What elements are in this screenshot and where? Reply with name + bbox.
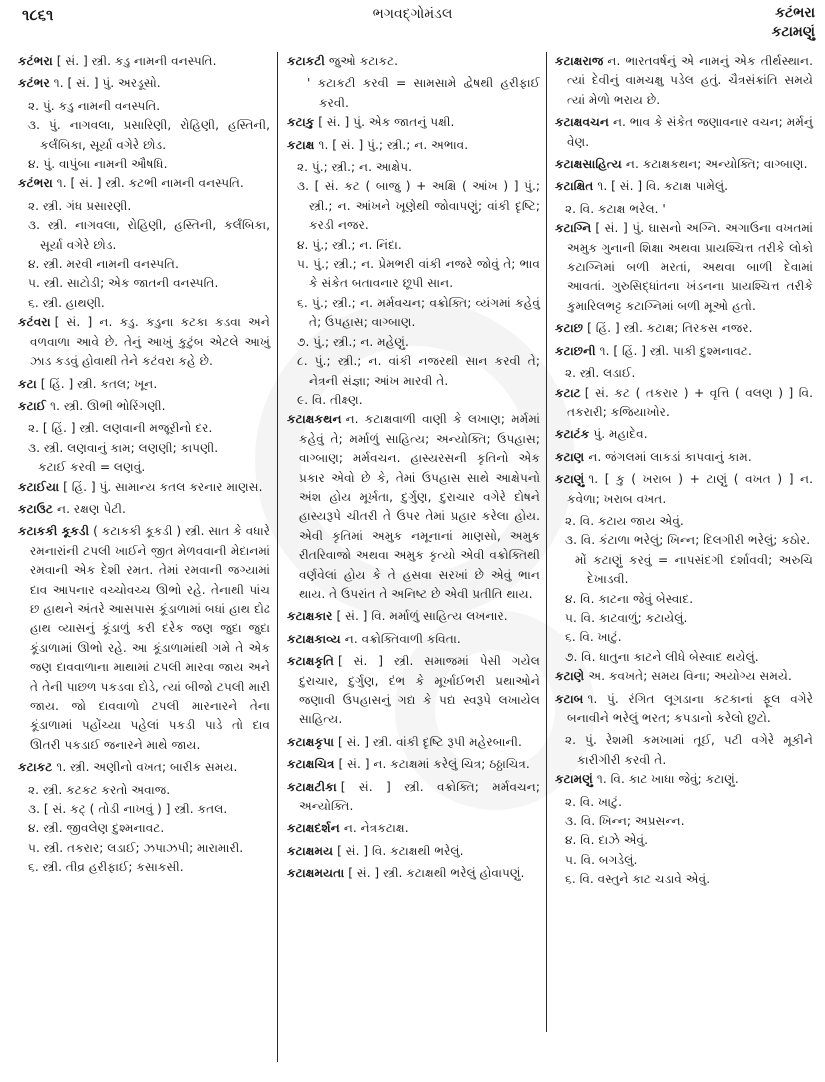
sense: ૨. પું. કડુ નામની વનસ્પતિ. bbox=[28, 98, 161, 113]
dictionary-entry bbox=[555, 219, 813, 316]
headword: કટાક્ષકાર bbox=[287, 609, 333, 624]
headword: કટાગ્નિ bbox=[555, 221, 592, 236]
headword: કટાક્ષકથન bbox=[287, 412, 342, 427]
dictionary-entry bbox=[287, 733, 540, 752]
sense: ૨. સ્ત્રી. ગંધ પ્રસારણી. bbox=[28, 198, 132, 213]
headword: કટંભર bbox=[18, 76, 50, 91]
sense: ૫. વિ. બગડેલું. bbox=[565, 852, 638, 867]
dictionary-entry bbox=[555, 384, 813, 423]
idiom-phrase: મોં કટાણું કરવું = નાપસંદગી દર્શાવવી; અરુચિ દેખાડવી. bbox=[575, 552, 813, 587]
definition: ૧. સ્ત્રી. ઊભી ભોરિંગણી. bbox=[50, 398, 166, 413]
dictionary-entry bbox=[555, 690, 813, 729]
dictionary-entry bbox=[555, 470, 813, 509]
sense: ૪. પું. વાપુંબા નામની ઔષધિ. bbox=[28, 157, 168, 172]
definition: ૧. [ સં. ] પું. અરડૂસો. bbox=[53, 76, 161, 91]
headword: કટાણ bbox=[555, 449, 585, 464]
headword: કટાક્ષ bbox=[287, 137, 315, 152]
definition: [ સં. ] સ્ત્રી. સમાજમાં પેસી ગયેલ દુરાચાર, દુર્ગુણ, દંભ કે મૂર્ખાઈભરી પ્રથાઓને જણાવી ઉપહાસનું ગદ્ય કે પદ્ય સ્વરૂપે લખાયેલ સાહિત્ય. bbox=[299, 654, 540, 727]
idiom-phrase: ' કટાકટી કરવી = સામસામે દ્વેષથી હરીફાઈ કરવી. bbox=[307, 76, 540, 110]
definition: [ સં. ] પું. એક જાતનું પક્ષી. bbox=[318, 115, 455, 130]
dictionary-entry bbox=[18, 375, 270, 394]
sense: ૫. સ્ત્રી. તકરાર; લડાઈ; ઝપાઝપી; મારામારી. bbox=[28, 840, 244, 855]
sense: ૮. પું.; સ્ત્રી.; ન. વાંકી નજરથી સાન કરવી તે; નેત્રની સંજ્ઞા; આંખ મારવી તે. bbox=[297, 354, 540, 388]
dictionary-entry bbox=[287, 607, 540, 626]
definition: [ હિં. ] સ્ત્રી. કટાક્ષ; તિરકસ નજર. bbox=[587, 321, 753, 336]
dictionary-entry bbox=[555, 155, 813, 174]
headword: કટાણું bbox=[555, 472, 585, 487]
headword: કટાક્ષવચન bbox=[555, 115, 609, 130]
dictionary-entry bbox=[555, 319, 813, 338]
headword: કટાછ bbox=[555, 321, 584, 336]
definition: ૧. [ સં. ] પું.; સ્ત્રી.; ન. અભાવ. bbox=[318, 137, 469, 152]
running-title: ભગવદ્ગોમંડલ bbox=[372, 6, 453, 22]
definition: ૧. [ સં. ] વિ. કટાક્ષ પામેલું. bbox=[597, 179, 729, 194]
definition: [ સં. કટ ( તકરાર ) + વૃત્તિ ( વલણ ) ] વિ. તકરારી; કજિયાખોર. bbox=[567, 385, 813, 419]
definition: ૧. પું. રંગિત લૂગડાના કટકાનાં ફૂલ વગેરે બનાવીને ભરેલું ભરત; કપડાનો કરેલો છુટો. bbox=[567, 691, 813, 725]
dictionary-entry bbox=[18, 522, 270, 755]
headword: કટાઈ bbox=[18, 398, 47, 413]
guide-word-last: કટામણું bbox=[771, 24, 815, 40]
sense: ૫. પું.; સ્ત્રી.; ન. પ્રેમભરી વાંકી નજરે જોવું તે; ભાવ કે સંકેત બતાવનાર છૂપી સાન. bbox=[297, 257, 540, 291]
idiom-phrase: કટાઈ કરવી = લણવું. bbox=[38, 460, 146, 475]
definition: [ સં. ] સ્ત્રી. વાંકી દૃષ્ટિ રૂપી મહેરબાની. bbox=[338, 734, 522, 749]
sense: ૫. સ્ત્રી. સાટોડી; એક જાતની વનસ્પતિ. bbox=[28, 276, 219, 291]
definition: ૧. વિ. કાટ ખાધા જેવું; કટાણું. bbox=[596, 772, 739, 787]
headword: કટાક્ષસાહિત્ય bbox=[555, 157, 622, 172]
dictionary-entry bbox=[287, 778, 540, 817]
sense: ૪. સ્ત્રી. જીવલેણ દુશ્મનાવટ. bbox=[28, 821, 165, 836]
sense: ૨. [ હિં. ] સ્ત્રી. લણવાની મજૂરીનો દર. bbox=[28, 421, 213, 436]
sense: ૭. વિ. ધાતુના કાટને લીધે બેસ્વાદ થયેલું. bbox=[565, 649, 759, 664]
definition: ન. જંગલમાં લાકડાં કાપવાનું કામ. bbox=[588, 449, 752, 464]
headword: કટાટ bbox=[555, 385, 581, 400]
headword: કટાઉટ bbox=[18, 501, 53, 516]
definition: ૧. સ્ત્રી. અણીનો વખત; બારીક સમય. bbox=[56, 760, 238, 775]
headword: કટામણું bbox=[555, 772, 593, 787]
sense: ૭. પું.; સ્ત્રી.; ન. મહેણું. bbox=[297, 334, 409, 349]
sense: ૨. પું.; સ્ત્રી.; ન. આક્ષેપ. bbox=[297, 160, 412, 175]
sense: ૩. વિ. ખિન્ન; અપ્રસન્ન. bbox=[565, 814, 685, 829]
definition: [ સં. ] ન. કટાક્ષમાં કરેલું ચિત્ર; ઠઠ્ઠાચિત્ર. bbox=[338, 757, 530, 772]
definition: [ હિં. ] પું. સામાન્ય કતલ કરનાર માણસ. bbox=[63, 479, 263, 494]
definition: [ સં. ] ન. કડુ. કડુના કટકા કડવા અને વળવાળા આવે છે. તેનું આખું કુટુંબ એટલે આખું ઝાડ કડવું હોવાથી તેને કટંવરા કહે છે. bbox=[30, 315, 270, 369]
headword: કટંભરા bbox=[18, 176, 53, 191]
headword: કટાછની bbox=[555, 343, 596, 358]
sense: ૪. વિ. દાઝે એવું. bbox=[565, 833, 649, 848]
headword: કટાક્ષટીકા bbox=[287, 779, 337, 794]
column-3 bbox=[555, 52, 813, 890]
sense: ૪. સ્ત્રી. મરવી નામની વનસ્પતિ. bbox=[28, 257, 179, 272]
dictionary-entry bbox=[287, 819, 540, 838]
dictionary-entry bbox=[287, 652, 540, 730]
dictionary-entry bbox=[287, 136, 540, 155]
definition: ૧. [ હિં. ] સ્ત્રી. પાકી દુશ્મનાવટ. bbox=[599, 343, 752, 358]
definition: ન. વક્રોક્તિવાળી કવિતા. bbox=[344, 631, 461, 646]
sense: ૬. સ્ત્રી. હાથણી. bbox=[28, 295, 105, 310]
dictionary-entry bbox=[18, 758, 270, 777]
sense: ૩. વિ. કંટાળા ભરેલું; ખિન્ન; દિલગીરી ભરેલું; કઠોર. bbox=[565, 533, 811, 548]
headword: કટાકટી bbox=[287, 54, 325, 68]
page-header bbox=[0, 0, 825, 54]
dictionary-entry bbox=[287, 113, 540, 132]
definition: [ હિં. ] સ્ત્રી. કતલ; ખૂન. bbox=[40, 376, 158, 391]
definition: [ સં. ] વિ. કટાક્ષથી ભરેલું. bbox=[337, 843, 464, 858]
dictionary-entry bbox=[555, 113, 813, 152]
dictionary-entry bbox=[287, 842, 540, 861]
dictionary-entry bbox=[287, 630, 540, 649]
headword: કટાબ bbox=[555, 691, 584, 706]
sense: ૩. સ્ત્રી. લણવાનું કામ; લણણી; કાપણી. bbox=[28, 440, 219, 455]
headword: કટાક્ષરાજ bbox=[555, 54, 604, 68]
sense: ૨. વિ. ખાટું. bbox=[565, 794, 622, 809]
headword: કટાક્ષિત bbox=[555, 179, 594, 194]
column-1 bbox=[18, 52, 270, 878]
dictionary-entry bbox=[287, 864, 540, 883]
sense: ૪. પું.; સ્ત્રી.; ન. નિંદા. bbox=[297, 237, 402, 252]
definition: પું. મહાદેવ. bbox=[593, 427, 648, 442]
headword: કટાકુ bbox=[287, 115, 315, 130]
definition: જુઓ કટાકટ. bbox=[328, 54, 399, 68]
dictionary-entry bbox=[555, 448, 813, 467]
headword: કટા bbox=[18, 376, 37, 391]
dictionary-entry bbox=[18, 397, 270, 416]
column-2 bbox=[287, 52, 540, 887]
headword: કટંવરા bbox=[18, 315, 51, 330]
sense: ૨. વિ. કટાક્ષ ભરેલ. ' bbox=[565, 201, 666, 216]
column-divider bbox=[546, 52, 547, 1032]
sense: ૩. [ સં. કટ્ ( તોડી નાખવું ) ] સ્ત્રી. કતલ. bbox=[28, 802, 228, 817]
sense: ૬. વિ. ખાટું. bbox=[565, 630, 622, 645]
dictionary-entry bbox=[18, 478, 270, 497]
definition: ન. કટાક્ષવાળી વાણી કે લખાણ; મર્મમાં કહેવું તે; મર્માળું સાહિત્ય; અન્યોક્તિ; ઉપહાસ; વાગ્બાણ; મર્મવચન. હાસ્યરસની કૃતિનો એક પ્રકાર એવો છે કે, તેમાં ઉપહાસ સાથે આક્ષેપનો અંશ હોય મૂર્ખતા, દુર્ગુણ, દુરાચાર વગેરે દોષને હાસ્યરૂપે ચીતરી તે ઉપર તેમાં પ્રહાર કરેલા હોય. એવી કૃતિમાં અમુક નમૂનાનાં માણસો, અમુક રીતરિવાજો અથવા અમુક કૃત્યો એવી વક્રોક્તિથી વર્ણવેલાં હોય કે તે હસવા સરખાં છે એવું ભાન થાય. તે ઉપરાંત તે અનિષ્ટ છે એવી પ્રતીતિ થાય. bbox=[299, 412, 540, 601]
sense: ૫. વિ. કાટવાળું; કટાયેલું. bbox=[565, 610, 688, 625]
dictionary-entry bbox=[555, 342, 813, 361]
dictionary-entry bbox=[18, 52, 270, 71]
definition: ન. ભાવ કે સંકેત જણાવનાર વચન; મર્મનું વેણ. bbox=[567, 115, 813, 149]
sense: ૨. પું. રેશમી કમખામાં તૂઈ, પટી વગેરે મૂકીને કારીગીરી કરવી તે. bbox=[565, 733, 813, 767]
definition: [ સં. ] વિ. મર્માળું સાહિત્ય લખનાર. bbox=[336, 609, 508, 624]
definition: અ. કવખતે; સમય વિના; અયોગ્ય સમયે. bbox=[588, 669, 792, 684]
definition: ૧. [ સં. ] સ્ત્રી. કટભી નામની વનસ્પતિ. bbox=[56, 176, 244, 191]
sense: ૩. સ્ત્રી. નાગવલા, રોહિણી, હસ્તિની, કર્લંબિકા, સૂર્યા વગેરે છોડ. bbox=[28, 218, 270, 252]
headword: કટંભરા bbox=[18, 54, 53, 68]
sense: ૬. વિ. વસ્તુને કાટ ચડાવે એવું. bbox=[565, 872, 711, 887]
dictionary-entry bbox=[555, 177, 813, 196]
dictionary-entry bbox=[287, 755, 540, 774]
headword: કટાક્ષદર્શન bbox=[287, 821, 340, 836]
column-divider bbox=[277, 52, 278, 1062]
dictionary-entry bbox=[555, 770, 813, 789]
headword: કટાણે bbox=[555, 669, 585, 684]
sense: ૨. સ્ત્રી. કટકટ કરતો અવાજ. bbox=[28, 782, 171, 797]
headword: કટાક્ષમયતા bbox=[287, 866, 345, 881]
definition: ન. ભારતવર્ષનું એ નામનું એક તીર્થસ્થાન. ત્યાં દેવીનું વામચક્ષુ પડેલ હતું. ચૈત્રસંક્રાંતિ સમયે ત્યાં મેળો ભરાય છે. bbox=[567, 54, 813, 107]
definition: ( કટાકકી કૂકડી ) સ્ત્રી. સાત કે વધારે રમનારાંની ટપલી ખાઈને જીત મેળવવાની મેદાનમાં રમવાની એક દેશી રમત. તેમાં રમવાની જગ્યામાં દાવ આપનાર વચ્ચોવચ્ચ ઊભો રહે. તેનાથી પાંચ છ હાથને અંતરે આસપાસ કૂંડાળામાં બધાં હાથ દોઢ હાથ વ્યાસનું કૂંડાળું કરી દરેક જણ જુદા જુદા કૂંડાળામાં ઊભો રહે. આ કૂંડાળામાંથી ગમે તે એક જણ દાવવાળાના માથામાં ટપલી મારવા જાય અને તે તેની પાછળ પકડવા દોડે, ત્યાં બીજો ટપલી મારી જાય. જો દાવવાળો ટપલી મારનારને તેના કૂંડાળામાં પહોંચ્યા પહેલાં પકડી પાડે તો દાવ ઊતરી પકડાઈ જનારને માથે જાય. bbox=[30, 524, 270, 752]
sense: ૩. પું. નાગવલા, પ્રસારિણી, રોહિણી, હસ્તિની, કર્લંબિકા, સૂર્યા વગેરે છોડ. bbox=[28, 118, 270, 152]
dictionary-entry bbox=[287, 410, 540, 604]
dictionary-entry bbox=[18, 174, 270, 193]
headword: કટાકટ bbox=[18, 760, 53, 775]
headword: કટાક્ષચિત્ર bbox=[287, 757, 335, 772]
headword: કટાટંક bbox=[555, 427, 590, 442]
dictionary-entry bbox=[18, 313, 270, 371]
sense: ૨. સ્ત્રી. લડાઈ. bbox=[565, 366, 636, 381]
guide-words bbox=[771, 4, 815, 42]
headword: કટાઈયા bbox=[18, 479, 60, 494]
sense: ૯. વિ. તીક્ષ્ણ. bbox=[297, 392, 363, 407]
sense: ૬. પું.; સ્ત્રી.; ન. મર્મવચન; વક્રોક્તિ; વ્યંગમાં કહેવું તે; ઉપહાસ; વાગ્બાણ. bbox=[297, 295, 540, 330]
guide-word-first: કટંભરા bbox=[775, 5, 815, 21]
headword: કટાક્ષકૃતિ bbox=[287, 654, 334, 669]
headword: કટાક્ષકૃપા bbox=[287, 734, 335, 749]
headword: કટાક્ષમય bbox=[287, 843, 334, 858]
dictionary-entry bbox=[555, 667, 813, 686]
headword: કટાકકી કૂકડી bbox=[18, 524, 90, 539]
definition: ન. કટાક્ષકથન; અન્યોક્તિ; વાગ્બાણ. bbox=[625, 157, 808, 172]
definition: ન. નેત્રકટાક્ષ. bbox=[343, 821, 409, 836]
dictionary-entry bbox=[555, 52, 813, 110]
dictionary-entry bbox=[18, 74, 270, 93]
definition: ન. રક્ષણ પેટી. bbox=[57, 501, 126, 516]
definition: [ સં. ] સ્ત્રી. કટાક્ષથી ભરેલું હોવાપણું. bbox=[348, 866, 525, 881]
dictionary-entry bbox=[287, 52, 540, 71]
sense: ૬. સ્ત્રી. તીવ્ર હરીફાઈ; કસાકસી. bbox=[28, 860, 184, 875]
definition: [ સં. ] સ્ત્રી. વક્રોક્તિ; મર્મવચન; અન્યોક્તિ. bbox=[299, 779, 540, 814]
dictionary-entry bbox=[555, 425, 813, 444]
sense: ૪. વિ. કાટના જેવું બેસ્વાદ. bbox=[565, 591, 694, 606]
definition: [ સં. ] સ્ત્રી. કડુ નામની વનસ્પતિ. bbox=[56, 54, 217, 68]
sense: ૨. વિ. કટાય જાય એવું. bbox=[565, 513, 684, 528]
definition: [ સં. ] પું. ઘાસનો અગ્નિ. અગાઉના વખતમાં અમુક ગુનાની શિક્ષા અથવા પ્રાયશ્ચિત્ત તરીકે લોકો કટાગ્નિમાં બળી મરતાં, અથવા બાળી દેવામાં આવતાં. ગુરુસિદ્ધાંતના ખંડનના પ્રાયશ્ચિત્ત તરીકે કુમારિલભટ્ટ કટાગ્નિમાં બળી મૂઓ હતો. bbox=[567, 221, 813, 313]
headword: કટાક્ષકાવ્ય bbox=[287, 631, 341, 646]
definition: ૧. [ કુ ( ખરાબ ) + ટાણું ( વખત ) ] ન. કવેળા; ખરાબ વખત. bbox=[567, 472, 813, 506]
dictionary-entry bbox=[18, 500, 270, 519]
page-number: ૧૮૬૧ bbox=[22, 6, 54, 24]
sense: ૩. [ સં. કટ ( બાજુ ) + અક્ષિ ( આંખ ) ] પું.; સ્ત્રી.; ન. આંખને ખૂણેથી જોવાપણું; વાંકી દૃષ્ટિ; કરડી નજર. bbox=[297, 179, 540, 233]
